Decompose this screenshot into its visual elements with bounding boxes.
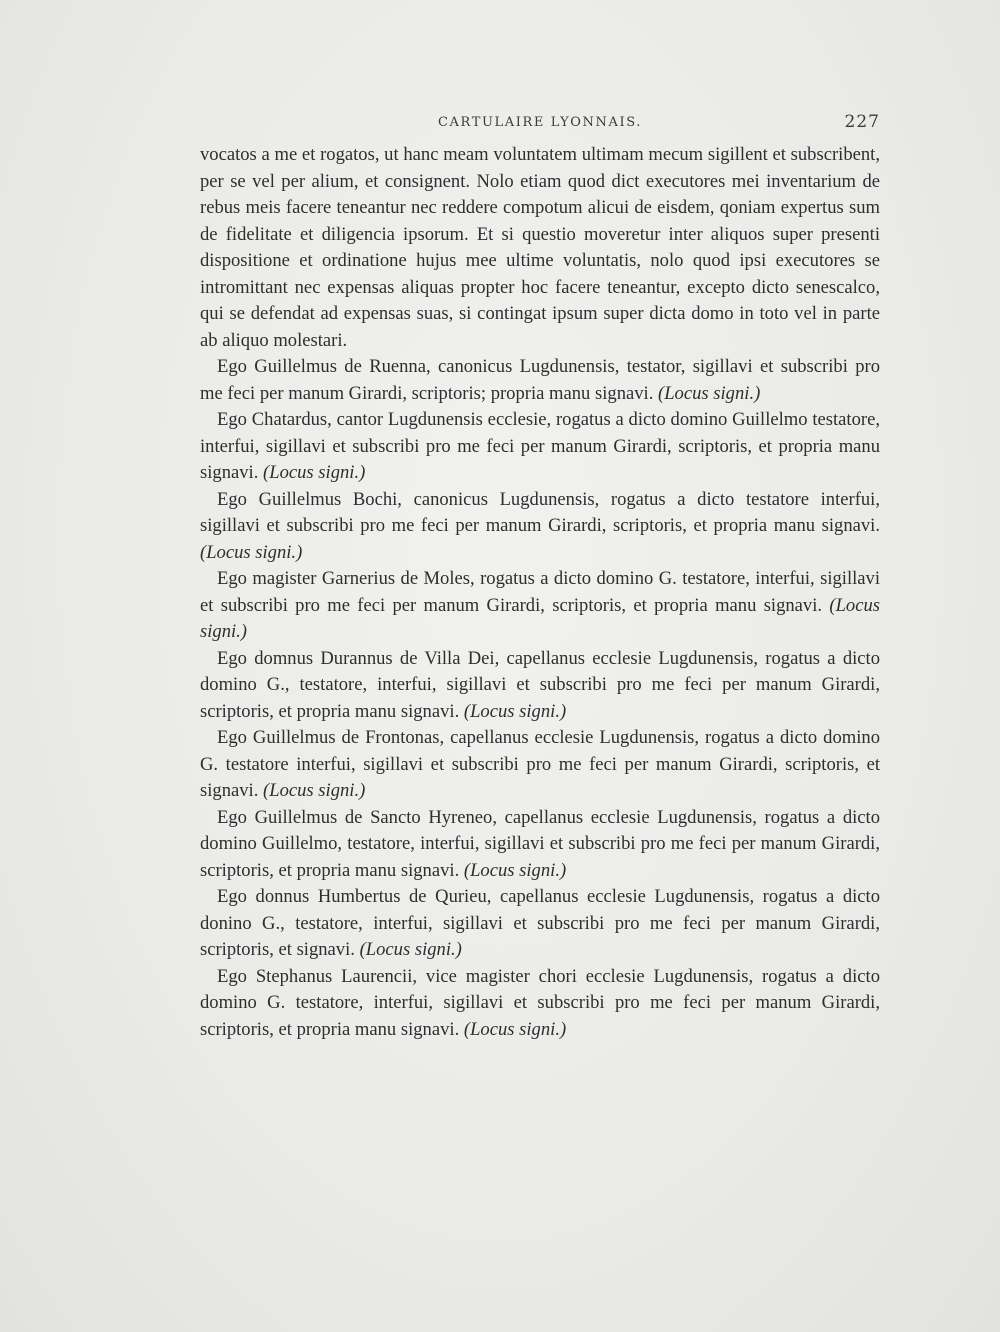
paragraph-text: Ego Guillelmus Bochi, canonicus Lugdunensis, rogatus a dicto testatore interfui, sigillavi et subscribi pro me feci per manum Girardi, scriptoris, et propria manu signavi. — [200, 488, 880, 536]
locus-signi-note: (Locus signi.) — [463, 859, 567, 881]
paragraph-text: Ego donnus Humbertus de Qurieu, capellanus ecclesie Lugdunensis, rogatus a dicto donino G., testatore, interfui, sigillavi et subscribi pro me feci per manum Girardi, scriptoris, et signavi. — [200, 886, 880, 960]
locus-signi-note: (Locus signi.) — [359, 939, 462, 960]
locus-signi-note: (Locus signi.) — [463, 700, 567, 722]
paragraph-text: Ego domnus Durannus de Villa Dei, capellanus ecclesie Lugdunensis, rogatus a dicto domino G., testatore, interfui, sigillavi et subscribi pro me feci per manum Girardi, scriptoris, et propria manu signavi. — [200, 647, 880, 722]
locus-signi-note: (Locus signi.) — [658, 382, 761, 404]
locus-signi-note: (Locus signi.) — [463, 1018, 567, 1040]
locus-signi-note: (Locus signi.) — [200, 541, 303, 563]
witness-paragraph-bochi — [200, 487, 880, 567]
locus-signi-note: (Locus signi.) — [263, 780, 366, 801]
witness-paragraph-ruenna — [200, 354, 880, 407]
witness-paragraph-humbertus — [200, 884, 880, 964]
body-text — [200, 142, 880, 1043]
witness-paragraph-chatardus — [200, 407, 880, 487]
paragraph-continuation — [200, 142, 880, 354]
paragraph-text: Ego Guillelmus de Sancto Hyreneo, capellanus ecclesie Lugdunensis, rogatus a dicto domino Guillelmo, testatore, interfui, sigillavi et subscribi pro me feci per manum Girardi, scriptoris, et propria manu signavi. — [200, 806, 880, 881]
running-head — [200, 112, 880, 136]
running-title: CARTULAIRE LYONNAIS. — [438, 115, 642, 130]
locus-signi-note: (Locus signi.) — [263, 462, 366, 483]
page-number: 227 — [844, 112, 880, 132]
witness-paragraph-hyreneo — [200, 805, 880, 885]
paragraph-text: Ego magister Garnerius de Moles, rogatus a dicto domino G. testatore, interfui, sigillavi et subscribi pro me feci per manum Girardi, scriptoris, et propria manu signavi. — [200, 568, 880, 616]
locus-signi-note: (Locus signi.) — [200, 594, 880, 642]
paragraph-text: Ego Guillelmus de Frontonas, capellanus ecclesie Lugdunensis, rogatus a dicto domino G. testatore interfui, sigillavi et subscribi pro me feci per manum Girardi, scriptoris, et signavi. — [200, 727, 880, 801]
witness-paragraph-durannus — [200, 646, 880, 726]
paragraph-text: Ego Stephanus Laurencii, vice magister chori ecclesie Lugdunensis, rogatus a dicto domino G. testatore, interfui, sigillavi et subscribi pro me feci per manum Girardi, scriptoris, et propria manu signavi. — [200, 965, 880, 1040]
paragraph-text: vocatos a me et rogatos, ut hanc meam voluntatem ultimam mecum sigillent et subscribent, per se vel per alium, et consignent. Nolo etiam quod dict executores mei inventarium de rebus meis facere teneantur nec reddere compotum alicui de eisdem, qoniam expertus sum de fidelitate et diligencia ipsorum. Et si questio moveretur inter aliquos super presenti dispositione et ordinatione hujus mee ultime voluntatis, nolo quod ipsi executores se intromittant nec expensas aliquas propter hoc facere teneantur, excepto dicto senescalco, qui se defendat ad expensas suas, si contingat ipsum super dicta domo in toto vel in parte ab aliquo molestari. — [200, 144, 880, 351]
paragraph-text: Ego Guillelmus de Ruenna, canonicus Lugdunensis, testator, sigillavi et subscribi pro me feci per manum Girardi, scriptoris; propria manu signavi. — [200, 356, 880, 404]
paragraph-text: Ego Chatardus, cantor Lugdunensis ecclesie, rogatus a dicto domino Guillelmo testatore, interfui, sigillavi et subscribi pro me feci per manum Girardi, scriptoris, et propria manu signavi. — [200, 409, 880, 483]
witness-paragraph-laurencii — [200, 964, 880, 1044]
witness-paragraph-frontonas — [200, 725, 880, 805]
witness-paragraph-garnerius — [200, 566, 880, 646]
